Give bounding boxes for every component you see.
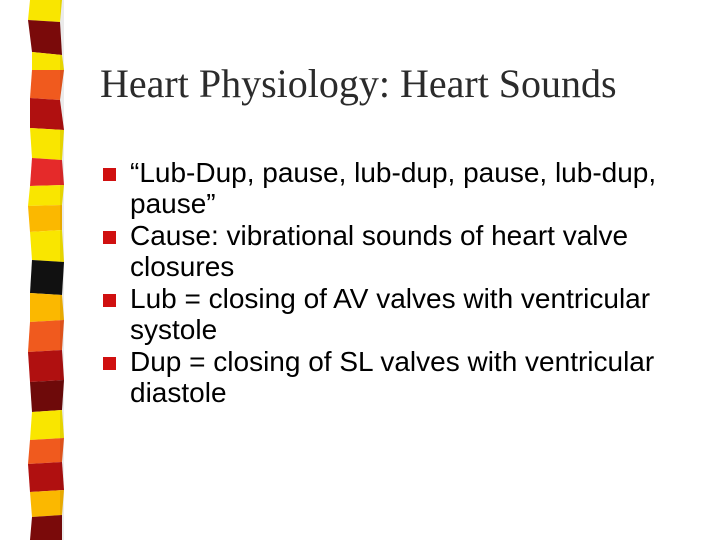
bullet-item <box>100 158 700 219</box>
bullet-item <box>100 221 700 282</box>
square-bullet-icon <box>103 357 116 370</box>
striped-border-decoration <box>0 0 70 540</box>
bullet-item <box>100 347 700 408</box>
bullet-text: “Lub-Dup, pause, lub-dup, pause, lub-dup, pause” <box>130 157 657 219</box>
bullet-text: Cause: vibrational sounds of heart valve closures <box>130 220 629 282</box>
square-bullet-icon <box>103 168 116 181</box>
bullet-text: Dup = closing of SL valves with ventricular diastole <box>130 346 655 408</box>
square-bullet-icon <box>103 294 116 307</box>
slide-title: Heart Physiology: Heart Sounds <box>100 61 617 106</box>
bullet-item <box>100 284 700 345</box>
square-bullet-icon <box>103 231 116 244</box>
bullet-list <box>100 158 700 410</box>
bullet-text: Lub = closing of AV valves with ventricular systole <box>130 283 651 345</box>
